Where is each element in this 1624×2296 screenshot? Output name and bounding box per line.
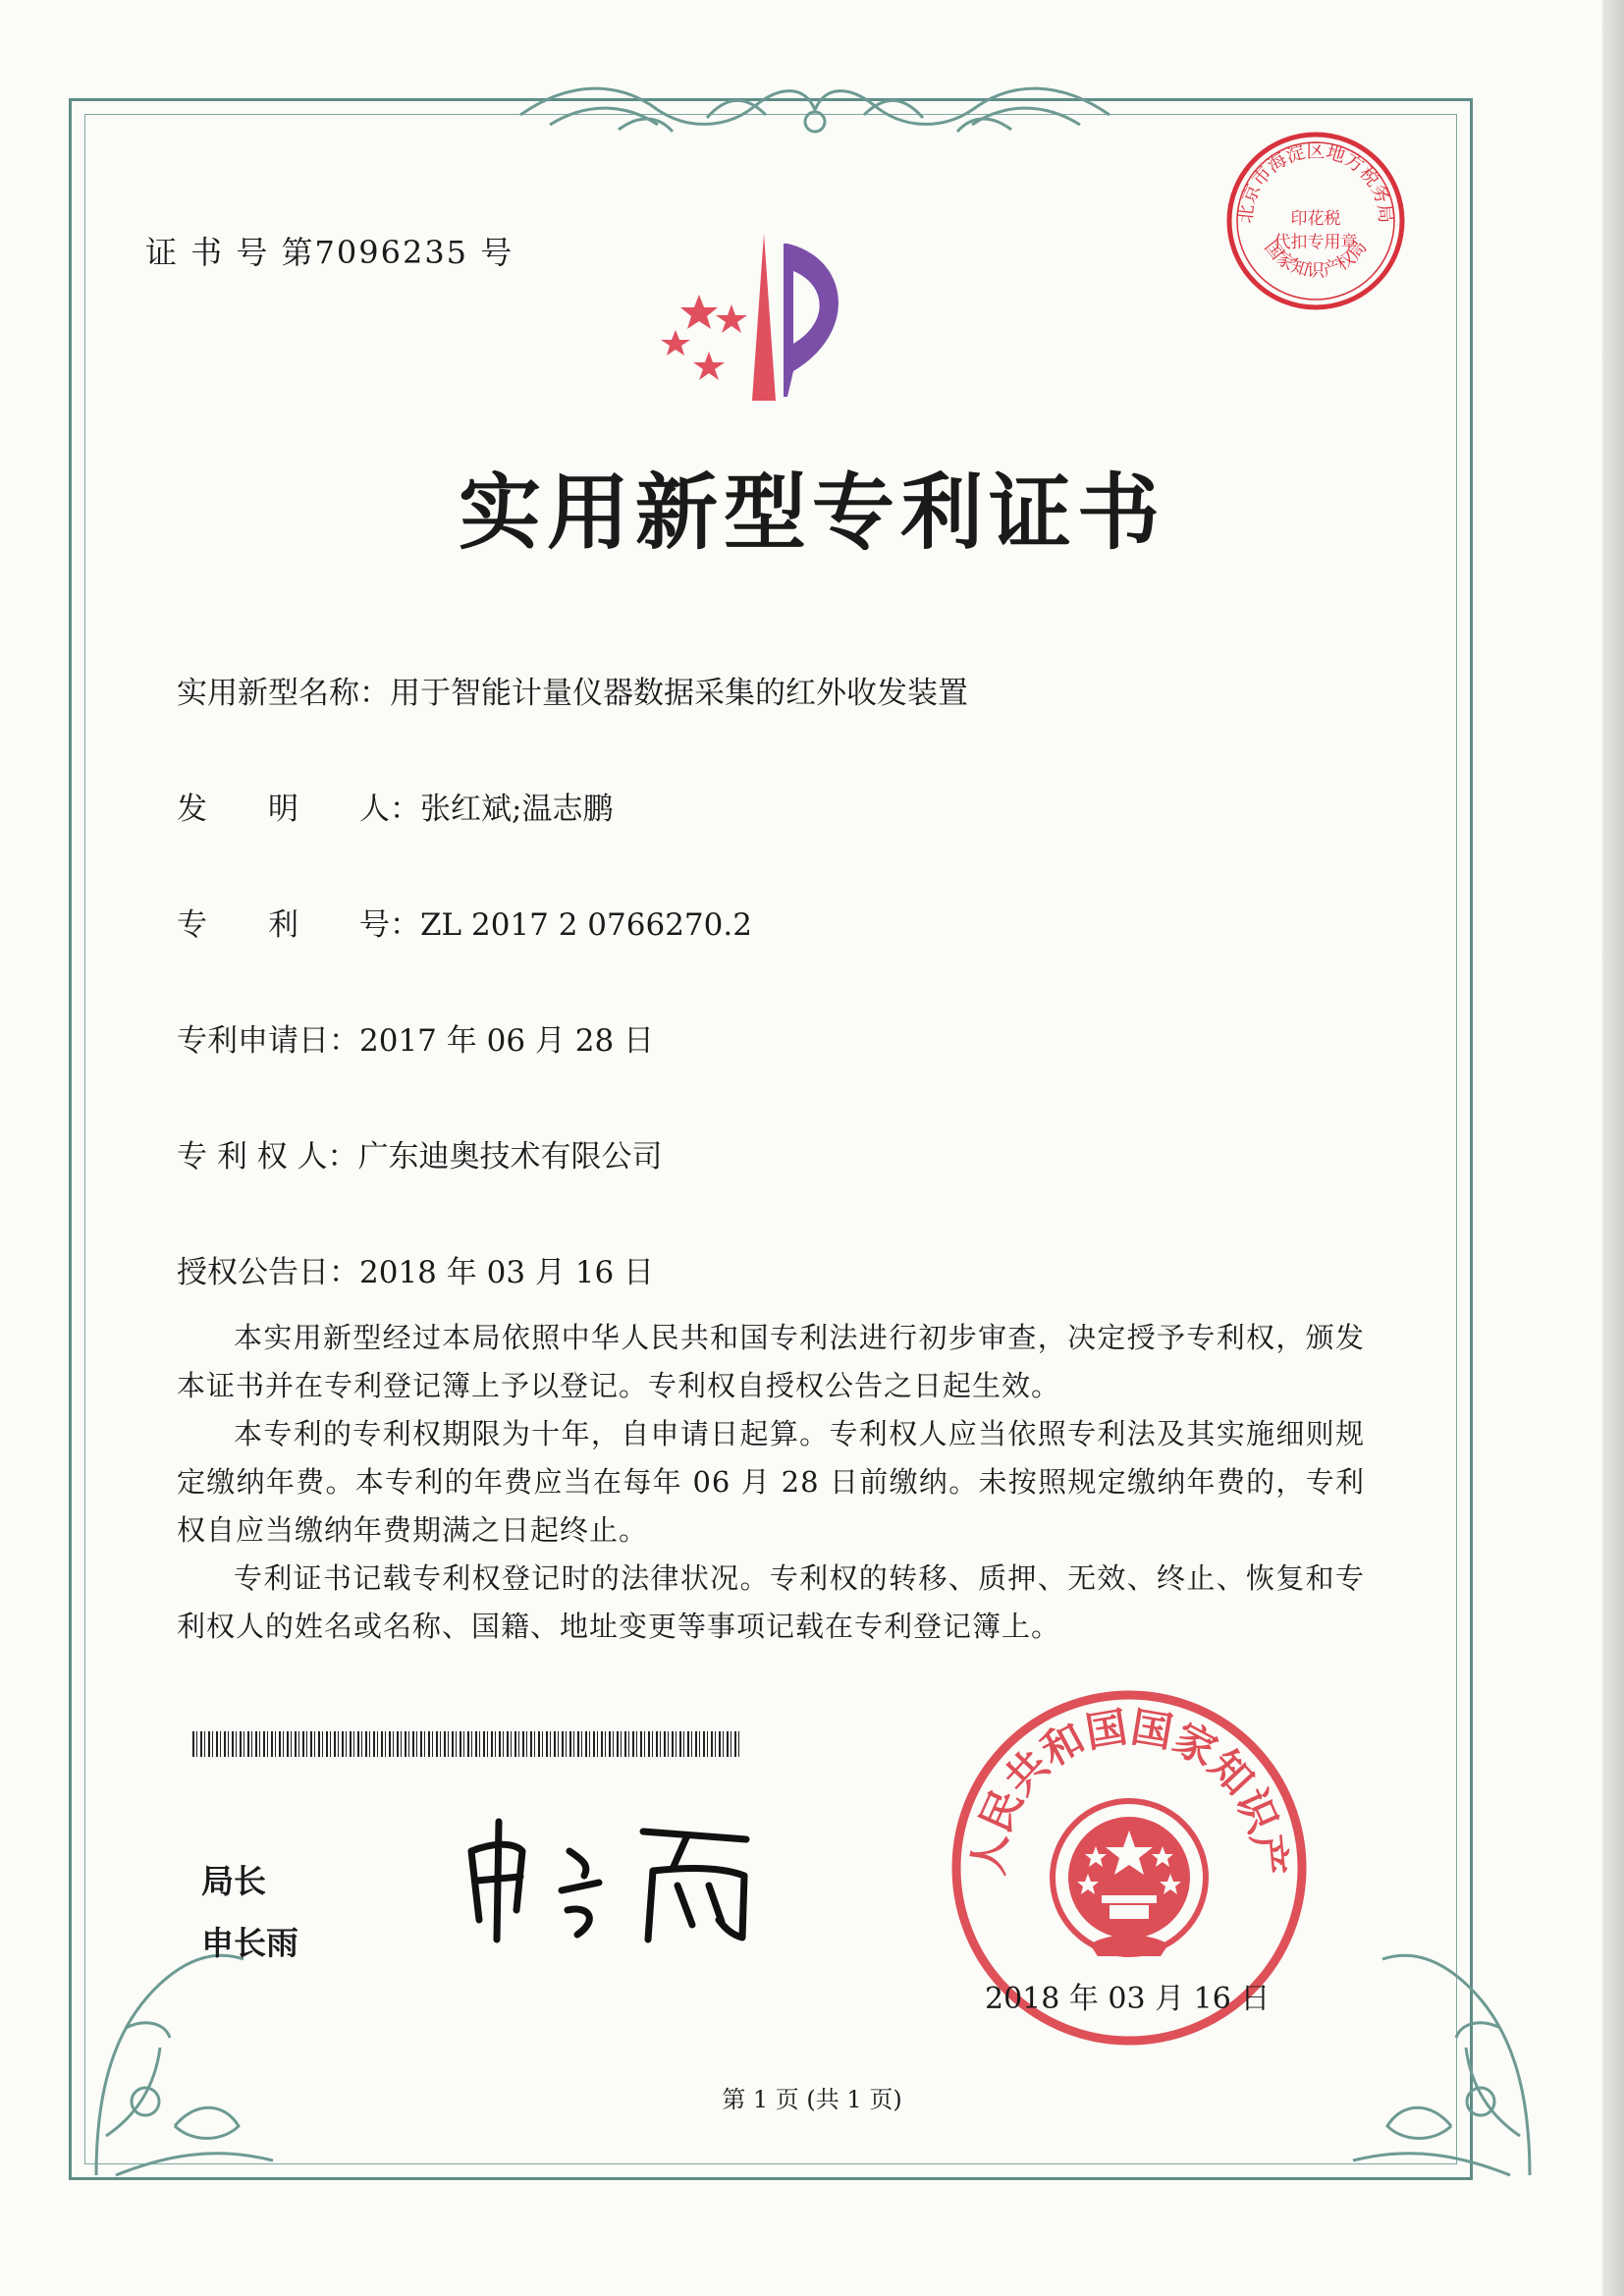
tax-stamp-outer-text: 北京市海淀区地方税务局 xyxy=(1234,140,1397,225)
logo-star-2 xyxy=(716,304,747,333)
field-inventor xyxy=(177,784,613,828)
tax-stamp xyxy=(1222,128,1409,314)
director-title: 局长 xyxy=(201,1862,266,1900)
field-utility-model-name xyxy=(177,668,968,712)
certificate-title: 实用新型专利证书 xyxy=(458,464,1165,561)
filing-date-label: 专利申请日： xyxy=(177,1023,359,1059)
tax-stamp-inner-line1: 印花税 xyxy=(1290,209,1341,229)
national-emblem xyxy=(1053,1801,1206,1956)
filing-date-value: 2017 年 06 月 28 日 xyxy=(359,1023,655,1059)
field-grant-date xyxy=(177,1247,654,1291)
seal-arc-text: 中华人民共和国国家知识产权局 xyxy=(921,1643,1295,1878)
inventor-label: 发 明 人： xyxy=(177,792,420,827)
page-footer: 第 1 页 (共 1 页) xyxy=(722,2086,902,2113)
inventor-value: 张红斌;温志鹏 xyxy=(420,792,614,827)
cnipa-logo xyxy=(648,224,893,420)
paragraph-3: 专利证书记载专利权登记时的法律状况。专利权的转移、质押、无效、终止、恢复和专利权人的姓名或名称、国籍、地址变更等事项记载在专利登记簿上。 xyxy=(177,1561,1365,1643)
utility-model-name-value: 用于智能计量仪器数据采集的红外收发装置 xyxy=(390,676,968,711)
grant-date-label: 授权公告日： xyxy=(177,1255,359,1290)
director-name: 申长雨 xyxy=(201,1924,298,1962)
scan-edge xyxy=(1602,0,1624,2296)
tax-stamp-bottom-text: 国家知识产权局 xyxy=(1260,237,1372,282)
utility-model-name-label: 实用新型名称： xyxy=(177,676,390,711)
field-filing-date xyxy=(177,1015,654,1060)
tax-stamp-inner-line2: 代扣专用章 xyxy=(1273,233,1358,252)
patentee-label: 专 利 权 人： xyxy=(177,1139,358,1175)
field-patent-number xyxy=(177,900,752,944)
certificate-number: 证 书 号 第7096235 号 xyxy=(145,234,514,271)
top-ornament xyxy=(511,71,1119,149)
field-patentee xyxy=(177,1131,663,1175)
paragraph-1: 本实用新型经过本局依照中华人民共和国专利法进行初步审查，决定授予专利权，颁发本证书并在专利登记簿上予以登记。专利权自授权公告之日起生效。 xyxy=(177,1321,1365,1402)
patent-number-value: ZL 2017 2 0766270.2 xyxy=(420,907,752,943)
grant-date-value: 2018 年 03 月 16 日 xyxy=(359,1255,655,1290)
logo-purple-p xyxy=(784,244,839,397)
seal-date: 2018 年 03 月 16 日 xyxy=(985,1982,1271,2016)
bottom-right-ornament xyxy=(1343,1890,1549,2185)
logo-star-3 xyxy=(661,330,690,355)
logo-red-blade xyxy=(752,234,776,401)
patentee-value: 广东迪奥技术有限公司 xyxy=(357,1139,663,1175)
logo-star-4 xyxy=(693,352,725,380)
barcode xyxy=(192,1731,742,1757)
director-signature xyxy=(452,1812,815,1949)
patent-number-label: 专 利 号： xyxy=(177,907,420,943)
logo-star-1 xyxy=(680,295,718,329)
paragraph-2: 本专利的专利权期限为十年，自申请日起算。专利权人应当依照专利法及其实施细则规定缴纳年费。本专利的年费应当在每年 06 月 28 日前缴纳。未按照规定缴纳年费的，专利权自应当缴纳年费期满之日起终止。 xyxy=(177,1417,1365,1547)
